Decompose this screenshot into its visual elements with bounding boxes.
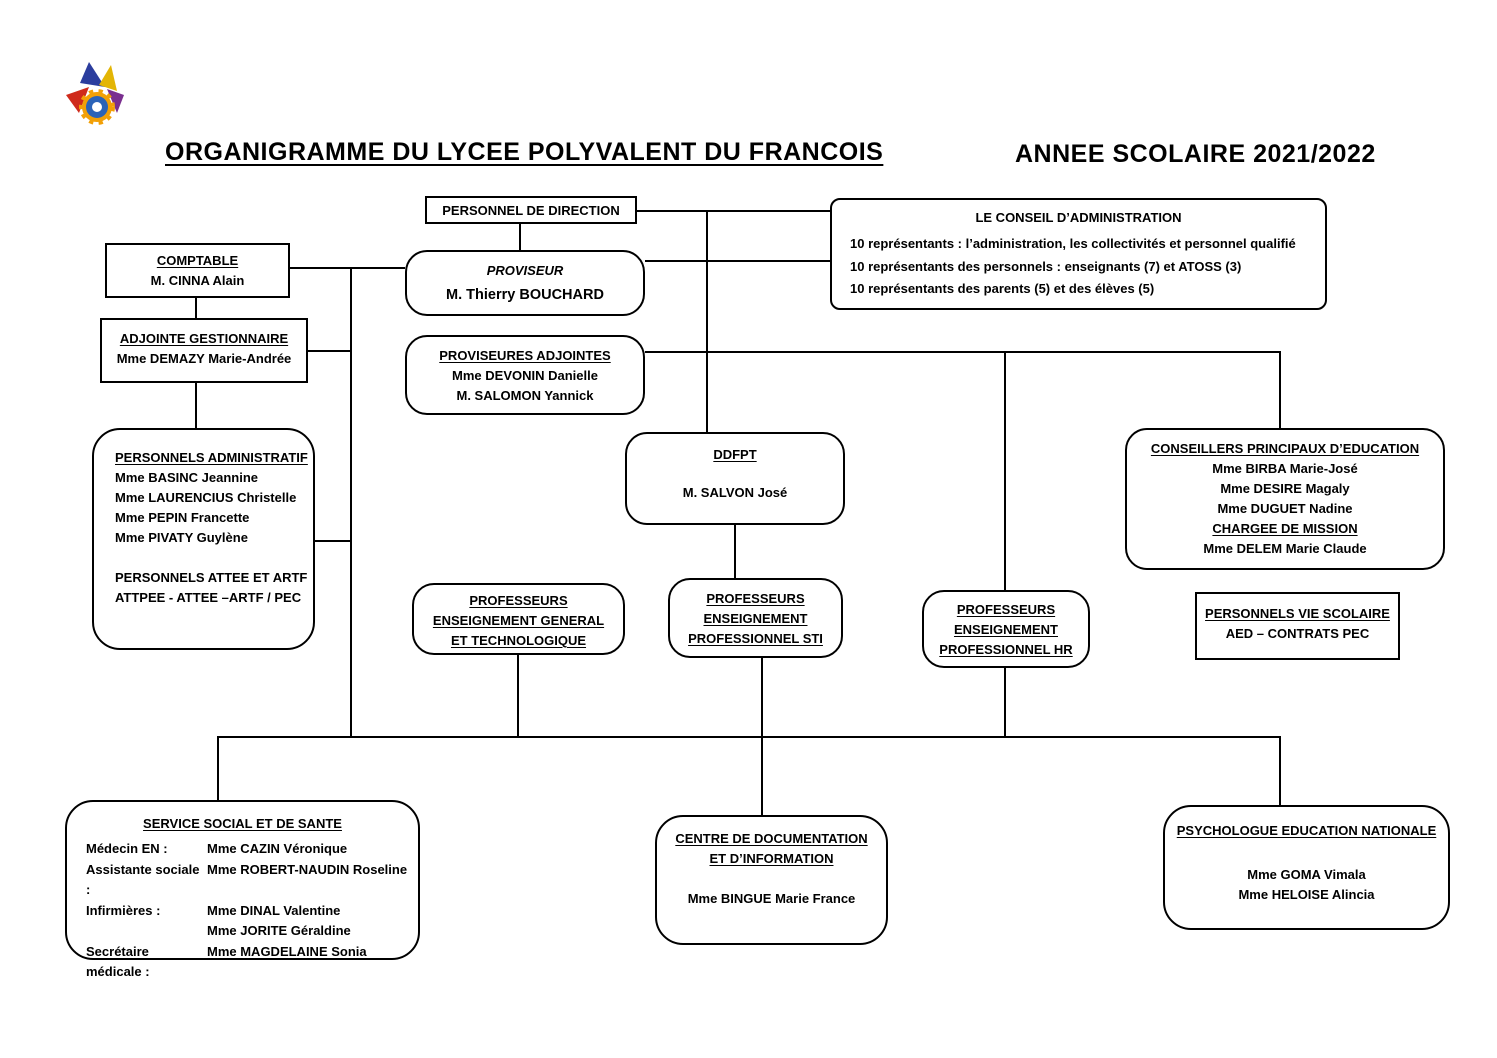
connector-line xyxy=(1279,351,1281,428)
box-title: ET TECHNOLOGIQUE xyxy=(450,633,587,648)
staff-categories: ATTPEE - ATTEE –ARTF / PEC xyxy=(115,590,302,605)
school-logo xyxy=(58,60,132,134)
connector-line xyxy=(218,736,1281,738)
connector-line xyxy=(1004,351,1006,590)
person-name: Mme LAURENCIUS Christelle xyxy=(115,490,297,505)
box-title: PERSONNELS ADMINISTRATIF xyxy=(115,450,308,465)
box-personnels-administratif xyxy=(92,428,315,650)
connector-line xyxy=(1279,736,1281,805)
box-adjointe-gestionnaire xyxy=(100,318,308,383)
staff-row xyxy=(67,942,418,983)
role-label: Infirmières : xyxy=(86,902,161,918)
connector-line xyxy=(517,655,519,738)
box-conseillers-principaux-education xyxy=(1125,428,1445,570)
box-title: PERSONNELS VIE SCOLAIRE xyxy=(1205,606,1390,621)
box-proviseures-adjointes xyxy=(405,335,645,415)
box-subtitle: CHARGEE DE MISSION xyxy=(1212,521,1358,536)
page-title: ORGANIGRAMME DU LYCEE POLYVALENT DU FRANCOIS xyxy=(165,138,884,166)
person-name: Mme PIVATY Guylène xyxy=(115,530,248,545)
person-name: Mme BASINC Jeannine xyxy=(115,470,259,485)
person-name: Mme HELOISE Alincia xyxy=(1238,887,1375,902)
connector-line xyxy=(645,351,1281,353)
box-professeurs-professionnel-sti xyxy=(668,578,843,658)
role-label: Assistante sociale : xyxy=(86,861,200,897)
connector-line xyxy=(195,298,197,318)
box-conseil-administration xyxy=(830,198,1327,310)
staff-row xyxy=(67,860,418,901)
box-cdi xyxy=(655,815,888,945)
person-name: M. CINNA Alain xyxy=(150,273,245,288)
box-title: PROVISEUR xyxy=(486,263,564,278)
person-name: Mme BIRBA Marie-José xyxy=(1212,461,1358,476)
box-title: PROFESSEURS xyxy=(706,591,805,606)
person-name: Mme DESIRE Magaly xyxy=(1220,481,1350,496)
box-personnel-direction xyxy=(425,196,637,224)
person-name: Mme BINGUE Marie France xyxy=(687,891,856,906)
box-psychologue-education-nationale xyxy=(1163,805,1450,930)
role-label: Secrétaire médicale : xyxy=(86,943,150,979)
box-title: PERSONNEL DE DIRECTION xyxy=(442,203,620,218)
staff-row xyxy=(67,921,418,942)
box-title: PROFESSEURS xyxy=(956,602,1056,617)
person-name: Mme DEVONIN Danielle xyxy=(452,368,598,383)
box-title: CONSEILLERS PRINCIPAUX D’EDUCATION xyxy=(1150,441,1420,456)
box-title: PROFESSIONNEL STI xyxy=(688,631,823,646)
person-name: Mme JORITE Géraldine xyxy=(207,923,351,938)
person-name: Mme DUGUET Nadine xyxy=(1217,501,1353,516)
box-title: PSYCHOLOGUE EDUCATION NATIONALE xyxy=(1176,823,1437,838)
person-name: Mme MAGDELAINE Sonia xyxy=(207,943,367,959)
person-name: Mme DELEM Marie Claude xyxy=(1203,541,1367,556)
box-title: ET D’INFORMATION xyxy=(709,851,834,866)
box-title: PROFESSEURS xyxy=(469,593,568,608)
conseil-line: 10 représentants des personnels : enseignants (7) et ATOSS (3) xyxy=(850,258,1242,274)
connector-line xyxy=(645,260,830,262)
role-label xyxy=(86,921,207,942)
box-title: SERVICE SOCIAL ET DE SANTE xyxy=(143,816,342,831)
person-name: Mme GOMA Vimala xyxy=(1247,867,1366,882)
connector-line xyxy=(519,224,521,251)
connector-line xyxy=(217,736,219,800)
school-year-title: ANNEE SCOLAIRE 2021/2022 xyxy=(1015,140,1376,168)
box-title: DDFPT xyxy=(713,447,757,462)
staff-row xyxy=(67,901,418,922)
box-title: PROVISEURES ADJOINTES xyxy=(439,348,611,363)
person-name: Mme CAZIN Véronique xyxy=(207,841,348,856)
person-name: M. Thierry BOUCHARD xyxy=(446,287,604,303)
school-logo-icon xyxy=(58,60,132,134)
role-label: Médecin EN : xyxy=(86,841,168,856)
box-title: COMPTABLE xyxy=(156,253,239,268)
box-service-social-sante xyxy=(65,800,420,979)
box-title: CENTRE DE DOCUMENTATION xyxy=(675,831,868,846)
connector-line xyxy=(1004,668,1006,738)
box-subtitle: PERSONNELS ATTEE ET ARTF xyxy=(115,570,308,585)
box-proviseur xyxy=(405,250,645,316)
connector-line xyxy=(315,540,352,542)
connector-line xyxy=(734,525,736,578)
staff-row xyxy=(67,839,418,860)
box-title: PROFESSIONNEL HR xyxy=(939,642,1073,657)
person-name: M. SALVON José xyxy=(682,485,788,500)
box-title: ADJOINTE GESTIONNAIRE xyxy=(119,331,289,346)
person-name: Mme DINAL Valentine xyxy=(207,902,341,918)
box-professeurs-professionnel-hr xyxy=(922,590,1090,668)
box-title: ENSEIGNEMENT xyxy=(953,622,1058,637)
connector-line xyxy=(761,658,763,815)
box-title: ENSEIGNEMENT GENERAL xyxy=(432,613,605,628)
box-professeurs-general-technologique xyxy=(412,583,625,655)
connector-line xyxy=(308,350,352,352)
person-name: Mme ROBERT-NAUDIN Roseline xyxy=(207,861,408,877)
connector-line xyxy=(350,267,352,738)
box-personnels-vie-scolaire xyxy=(1195,592,1400,660)
box-title: ENSEIGNEMENT xyxy=(703,611,808,626)
person-name: Mme PEPIN Francette xyxy=(115,510,250,525)
staff-categories: AED – CONTRATS PEC xyxy=(1225,626,1370,641)
box-title: LE CONSEIL D’ADMINISTRATION xyxy=(975,210,1182,225)
connector-line xyxy=(195,383,197,428)
person-name: Mme DEMAZY Marie-Andrée xyxy=(116,351,292,366)
person-name: M. SALOMON Yannick xyxy=(456,388,594,403)
connector-line xyxy=(637,210,830,212)
connector-line xyxy=(290,267,405,269)
conseil-line: 10 représentants des parents (5) et des élèves (5) xyxy=(850,281,1155,296)
box-comptable xyxy=(105,243,290,298)
conseil-line: 10 représentants : l’administration, les collectivités et personnel qualifié xyxy=(850,236,1296,251)
connector-line xyxy=(706,211,708,432)
box-ddfpt xyxy=(625,432,845,525)
